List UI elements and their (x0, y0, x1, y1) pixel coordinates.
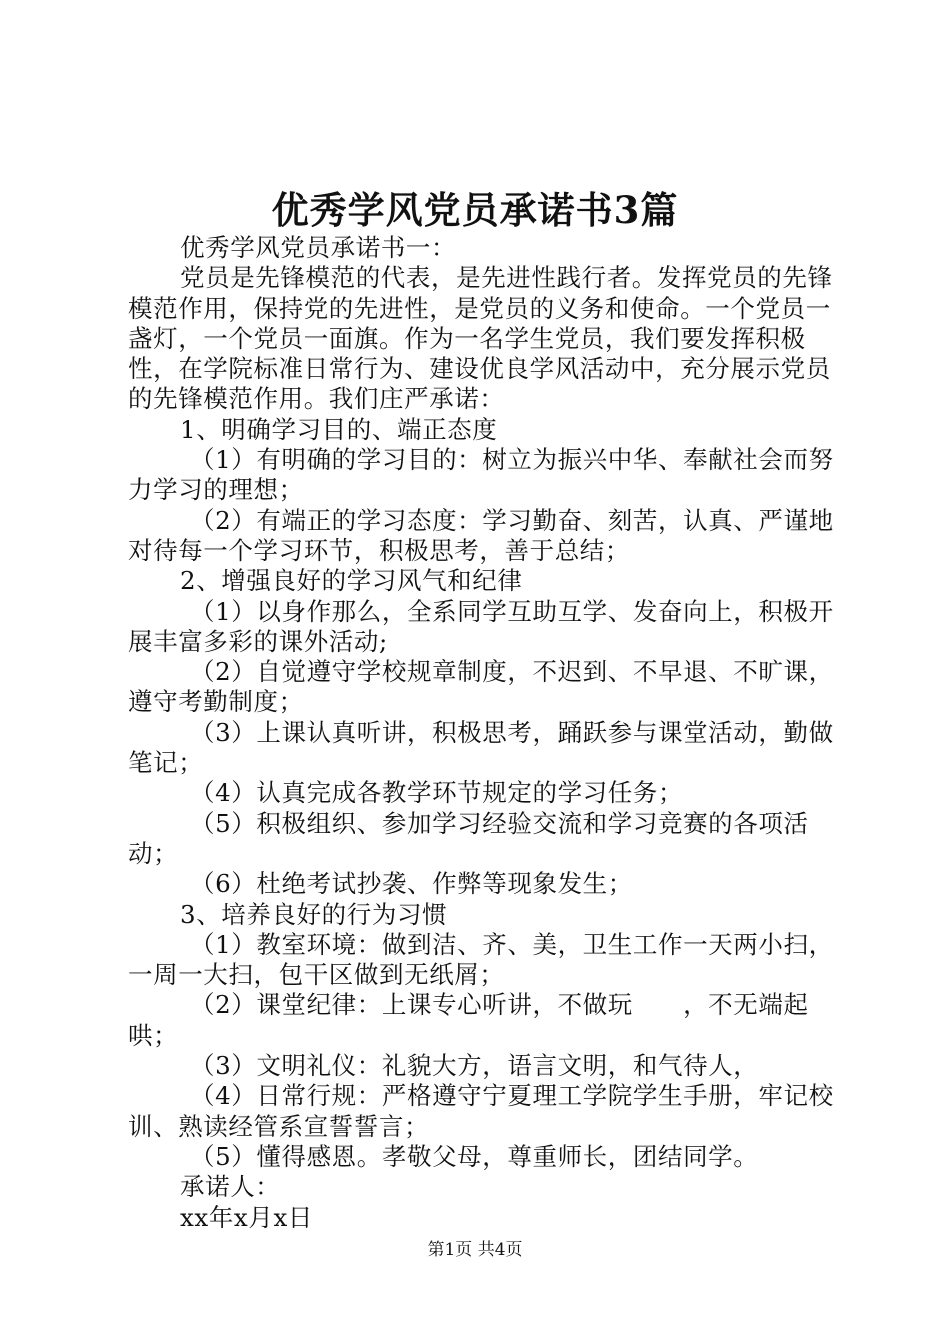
paragraph: （1）有明确的学习目的：树立为振兴中华、奉献社会而努力学习的理想； (128, 445, 834, 505)
page-footer: 第1页 共4页 (427, 1240, 523, 1260)
paragraph: 党员是先锋模范的代表，是先进性践行者。发挥党员的先锋模范作用，保持党的先进性，是党员的义务和使命。一个党员一盏灯，一个党员一面旗。作为一名学生党员，我们要发挥积极性，在学院标准日常行为、建设优良学风活动中，充分展示党员的先锋模范作用。我们庄严承诺： (128, 263, 833, 414)
paragraph: （2）课堂纪律：上课专心听讲，不做玩 ，不无端起哄； (128, 990, 809, 1050)
paragraph: （3）上课认真听讲，积极思考，踊跃参与课堂活动，勤做笔记； (128, 717, 834, 778)
paragraph: xx年x月x日 (180, 1202, 313, 1232)
paragraph: （1）以身作那么，全系同学互助互学、发奋向上，积极开展丰富多彩的课外活动; (128, 596, 834, 656)
paragraph: （4）认真完成各教学环节规定的学习任务； (190, 778, 684, 808)
paragraph: 优秀学风党员承诺书一： (180, 233, 457, 262)
document-title: 优秀学风党员承诺书3篇 (271, 188, 679, 232)
paragraph: （5）懂得感恩。孝敬父母，尊重师长，团结同学。 (190, 1141, 759, 1171)
paragraph: （3）文明礼仪：礼貌大方，语言文明，和气待人， (190, 1051, 759, 1081)
paragraph: 承诺人： (180, 1172, 281, 1202)
paragraph: （4）日常行规：严格遵守宁夏理工学院学生手册，牢记校训、熟读经管系宣誓誓言； (128, 1081, 834, 1141)
paragraph: （5）积极组织、参加学习经验交流和学习竞赛的各项活动； (128, 808, 809, 868)
paragraph: 2、增强良好的学习风气和纪律 (180, 566, 523, 596)
paragraph: 1、明确学习目的、端正态度 (180, 414, 498, 444)
paragraph: （2）有端正的学习态度：学习勤奋、刻苦，认真、严谨地对待每一个学习环节，积极思考，善于总结； (128, 505, 834, 565)
paragraph: （1）教室环境：做到洁、齐、美，卫生工作一天两小扫，一周一大扫，包干区做到无纸屑； (128, 929, 834, 990)
paragraph: 3、培养良好的行为习惯 (180, 899, 448, 929)
paragraph: （2）自觉遵守学校规章制度，不迟到、不早退、不旷课，遵守考勤制度； (128, 657, 834, 717)
document-body (128, 233, 836, 1233)
paragraph: （6）杜绝考试抄袭、作弊等现象发生； (190, 869, 633, 899)
